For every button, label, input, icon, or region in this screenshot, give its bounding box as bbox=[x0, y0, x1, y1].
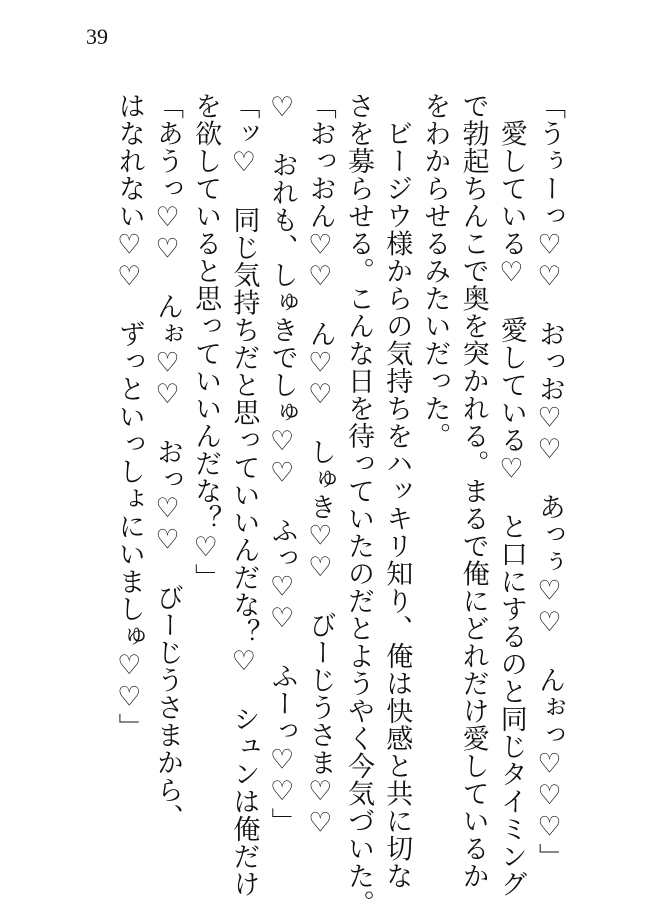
text-column-4: をわからせるみたいだった。 bbox=[419, 92, 451, 450]
text-column-3: で勃起ちんこで奥を突かれる。まるで俺にどれだけ愛しているか bbox=[457, 92, 489, 890]
text-column-12: はなれない♡♡ ずっといっしょにいましゅ♡♡」 bbox=[113, 92, 145, 741]
text-column-2: 愛している♡ 愛している♡ と口にするのと同じタイミング bbox=[495, 92, 527, 898]
text-column-8: ♡ おれも、しゅきでしゅ♡♡ ふっ♡♡ ふーっ♡♡」 bbox=[266, 92, 298, 835]
text-column-7: 「おっおん♡♡ ん♡♡ しゅき♡♡ びーじうさま♡♡ bbox=[304, 92, 336, 839]
text-column-5: ビージウ様からの気持ちをハッキリ知り、俺は快感と共に切な bbox=[381, 92, 413, 890]
text-column-10: を欲していると思っていいんだな？♡」 bbox=[190, 92, 222, 591]
text-column-1: 「うぅーっ♡♡ おっお♡♡ あっぅ♡♡ んぉっ♡♡♡」 bbox=[534, 92, 565, 871]
vertical-text-body bbox=[110, 92, 568, 917]
text-column-9: 「ッ♡ 同じ気持ちだと思っていいんだな？♡ シュンは俺だけ bbox=[228, 92, 260, 898]
text-column-6: さを募らせる。こんな日を待っていたのだとようやく今気づいた。 bbox=[342, 92, 374, 917]
page-number: 39 bbox=[86, 24, 108, 49]
text-column-11: 「あうっ♡♡ んぉ♡♡ おっ♡♡ びーじうさまから、 bbox=[151, 92, 183, 831]
